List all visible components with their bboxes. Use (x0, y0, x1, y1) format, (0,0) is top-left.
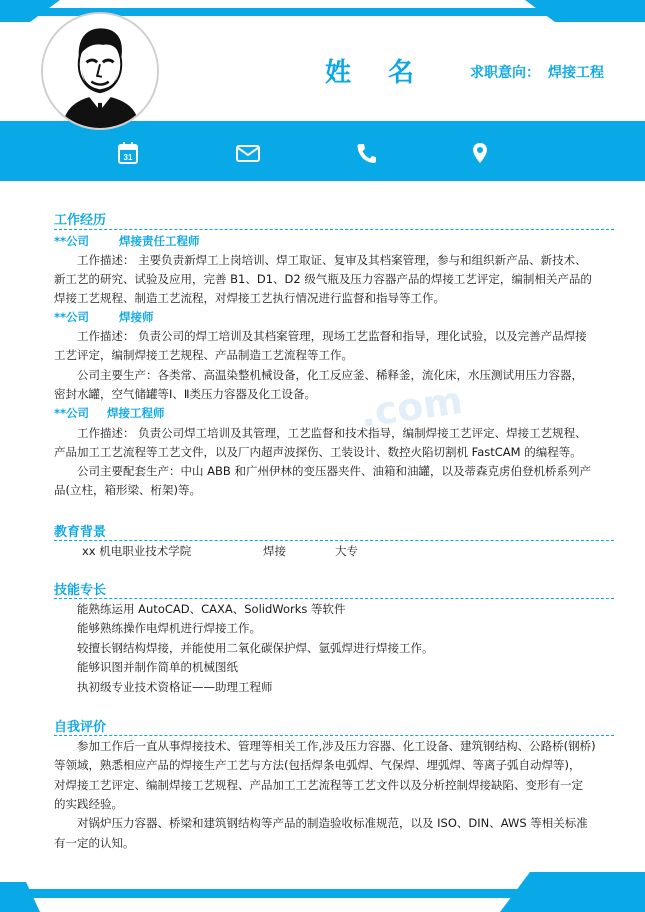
job2-role: 焊接师 (119, 310, 154, 324)
bottom-left-tab (0, 882, 40, 912)
job2-line: 密封水罐，空气储罐等Ⅰ、Ⅱ类压力容器及化工设备。 (54, 387, 317, 401)
job1-line: 工作描述： 主要负责新焊工上岗培训、焊工取证、复审及其档案管理，参与和组织新产品、新技术、 (77, 253, 587, 267)
phone-icon[interactable] (356, 142, 376, 164)
skills-section-title: 技能专长 (54, 583, 107, 598)
job-intent (470, 62, 604, 82)
job3-line: 工作描述： 负责公司焊工培训及其管理，工艺监督和技术指导，编制焊接工艺评定、焊接工艺规程、 (77, 426, 587, 440)
self-eval-line: 有一定的认知。 (54, 836, 135, 850)
self-eval-line: 对焊接工艺评定、编制焊接工艺规程、产品加工工艺流程等工艺文件以及分析控制焊接缺陷、变形有一定 (54, 778, 583, 792)
bottom-right-tab (500, 872, 645, 912)
portrait-image (43, 14, 157, 128)
bottom-decor-bar (0, 872, 645, 912)
job2-line: 工作描述： 负责公司的焊工培训及其档案管理，现场工艺监督和指导，理化试验，以及完善产品焊接 (77, 329, 587, 343)
job1-line: 新工艺的研究、试验及应用，完善 B1、D1、D2 级气瓶及压力容器产品的焊接工艺评定，编制相关产品的 (54, 272, 592, 286)
top-right-tab (525, 0, 645, 22)
skill-item: 能够识图并制作简单的机械图纸 (77, 660, 238, 674)
education-school: xx 机电职业技术学院 (82, 544, 192, 558)
location-icon[interactable] (472, 142, 488, 164)
job2-company: **公司 (54, 310, 90, 324)
mail-icon[interactable] (236, 142, 260, 164)
job3-company: **公司 (54, 406, 90, 420)
job1-role: 焊接责任工程师 (119, 234, 200, 248)
job3-role: 焊接工程师 (107, 406, 165, 420)
top-left-tab (0, 0, 60, 22)
job1-company: **公司 (54, 234, 90, 248)
education-section-title: 教育背景 (54, 525, 107, 540)
candidate-name: 姓 名 (325, 58, 429, 88)
avatar (41, 12, 159, 130)
skill-item: 能够熟练操作电焊机进行焊接工作。 (77, 621, 261, 635)
self-eval-line: 等领域，熟悉相应产品的焊接生产工艺与方法(包括焊条电弧焊、气保焊、埋弧焊、等离子弧自动焊等)， (54, 758, 581, 772)
skill-item: 执初级专业技术资格证——助理工程师 (77, 680, 273, 694)
job3-line: 产品加工工艺流程等工艺文件，以及厂内超声波探伤、工装设计、数控火陷切割机 FastCAM 的编程等。 (54, 445, 582, 459)
work-section-title: 工作经历 (54, 213, 107, 228)
job-intent-value: 焊接工程 (548, 65, 604, 81)
self-eval-line: 的实践经验。 (54, 797, 123, 811)
job3-line: 品(立柱，箱形梁、桁架)等。 (54, 483, 201, 497)
skill-item: 能熟练运用 AutoCAD、CAXA、SolidWorks 等软件 (77, 602, 346, 616)
education-major: 焊接 (263, 544, 286, 558)
self-eval-section-title: 自我评价 (54, 720, 107, 735)
education-divider (54, 540, 614, 541)
job1-line: 焊接工艺规程、制造工艺流程，对焊接工艺执行情况进行监督和指导等工作。 (54, 291, 445, 305)
self-eval-line: 对锅炉压力容器、桥梁和建筑钢结构等产品的制造验收标准规范，以及 ISO、DIN、AWS 等相关标准 (77, 816, 588, 830)
job2-line: 工艺评定，编制焊接工艺规程、产品制造工艺流程等工作。 (54, 348, 353, 362)
calendar-icon[interactable] (118, 142, 138, 164)
watermark-logo: .com (357, 378, 466, 436)
work-divider (54, 229, 614, 230)
skill-item: 较擅长钢结构焊接，并能使用二氧化碳保护焊、氩弧焊进行焊接工作。 (77, 641, 434, 655)
skills-divider (54, 598, 614, 599)
job3-line: 公司主要配套生产：中山 ABB 和广州伊林的变压器夹件、油箱和油罐，以及蒂森克虏伯登机桥系列产 (77, 464, 591, 478)
svg-text:31: 31 (123, 153, 133, 162)
job2-line: 公司主要生产：各类常、高温染整机械设备，化工反应釜、稀释釜，流化床，水压测试用压力容器， (77, 368, 583, 382)
contact-band (0, 121, 645, 181)
education-degree: 大专 (335, 544, 358, 558)
self-eval-divider (54, 735, 614, 736)
self-eval-line: 参加工作后一直从事焊接技术、管理等相关工作,涉及压力容器、化工设备、建筑钢结构、公路桥(钢桥) (77, 739, 596, 753)
job-intent-label: 求职意向： (470, 65, 540, 81)
